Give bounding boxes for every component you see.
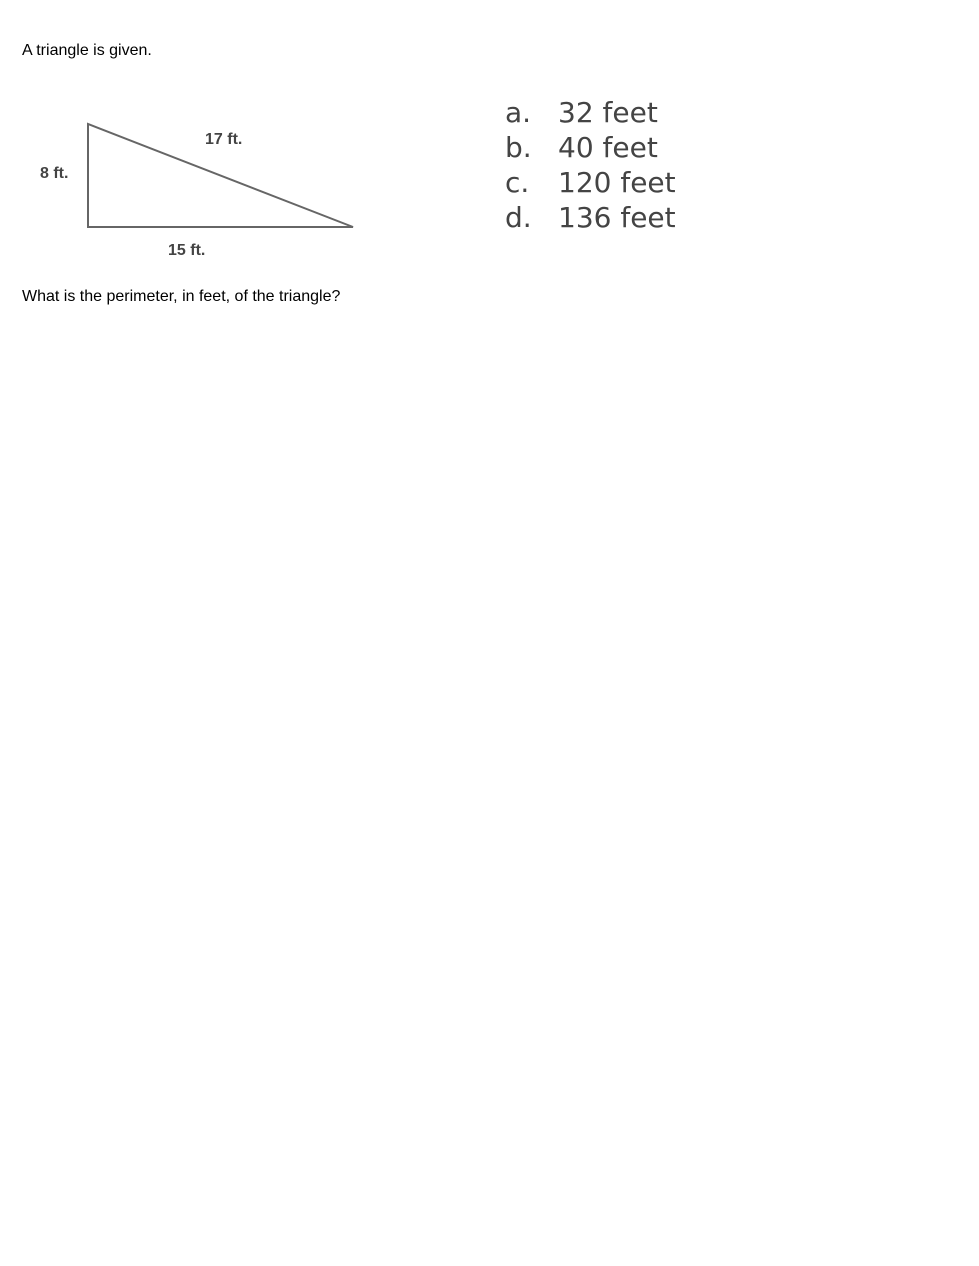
choice-letter: d. bbox=[505, 201, 532, 234]
choice-letter: b. bbox=[505, 131, 532, 164]
choice-c[interactable] bbox=[505, 165, 676, 200]
side-hypotenuse-label: 17 ft. bbox=[205, 131, 243, 148]
choice-letter: a. bbox=[505, 96, 532, 129]
intro-text: A triangle is given. bbox=[22, 42, 152, 59]
choice-b[interactable] bbox=[505, 130, 676, 165]
choice-text: 120 feet bbox=[558, 166, 676, 199]
choice-a[interactable] bbox=[505, 95, 676, 130]
choice-letter: c. bbox=[505, 166, 530, 199]
choice-text: 32 feet bbox=[558, 96, 658, 129]
question-text: What is the perimeter, in feet, of the triangle? bbox=[22, 288, 341, 305]
choice-text: 136 feet bbox=[558, 201, 676, 234]
side-left-label: 8 ft. bbox=[40, 165, 69, 182]
choice-d[interactable] bbox=[505, 200, 676, 235]
choice-text: 40 feet bbox=[558, 131, 658, 164]
triangle-figure bbox=[0, 0, 420, 290]
answer-choices bbox=[505, 95, 676, 235]
side-bottom-label: 15 ft. bbox=[168, 242, 206, 259]
